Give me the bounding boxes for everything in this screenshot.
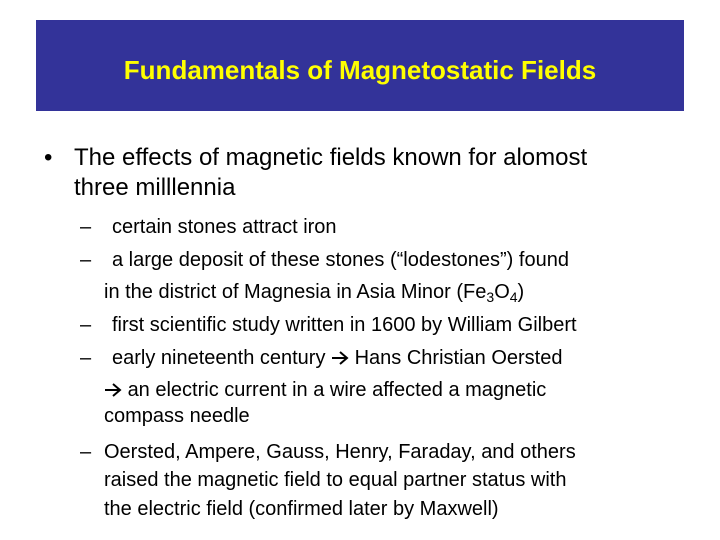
sub-bullet-2-text: in the district of Magnesia in Asia Minor (Fe bbox=[104, 281, 487, 303]
right-arrow-icon bbox=[104, 383, 122, 397]
sub-bullet-4-text-a: early nineteenth century bbox=[112, 347, 326, 369]
main-bullet-symbol: • bbox=[44, 144, 53, 171]
sub-bullet-dash-5: – bbox=[80, 441, 92, 463]
main-bullet-line-2: three milllennia bbox=[74, 174, 236, 201]
sub-bullet-3: first scientific study written in 1600 by William Gilbert bbox=[112, 314, 577, 336]
sub-bullet-4-line-2 bbox=[104, 378, 546, 402]
sub-bullet-dash-1: – bbox=[80, 216, 92, 238]
sub-bullet-dash-2: – bbox=[80, 249, 92, 271]
slide-title: Fundamentals of Magnetostatic Fields bbox=[123, 55, 597, 85]
sub-bullet-4-text-c: an electric current in a wire affected a magnetic bbox=[127, 379, 547, 401]
right-arrow-icon bbox=[331, 351, 349, 365]
oxygen-symbol: O bbox=[494, 281, 510, 303]
closing-paren: ) bbox=[517, 281, 525, 303]
sub-bullet-2-line-1: a large deposit of these stones (“lodestones”) found bbox=[112, 249, 569, 271]
sub-bullet-5-line-3: the electric field (confirmed later by Maxwell) bbox=[104, 498, 499, 520]
sub-bullet-5-line-2: raised the magnetic field to equal partner status with bbox=[104, 469, 567, 491]
sub-bullet-2-line-2 bbox=[104, 280, 524, 304]
subscript-4: 4 bbox=[509, 289, 518, 305]
sub-bullet-4-text-b: Hans Christian Oersted bbox=[354, 347, 563, 369]
sub-bullet-dash-3: – bbox=[80, 314, 92, 336]
sub-bullet-4-line-1 bbox=[112, 346, 562, 370]
sub-bullet-4-line-3: compass needle bbox=[104, 405, 250, 427]
sub-bullet-1: certain stones attract iron bbox=[112, 216, 337, 238]
subscript-3: 3 bbox=[486, 289, 495, 305]
sub-bullet-5-line-1: Oersted, Ampere, Gauss, Henry, Faraday, and others bbox=[104, 441, 576, 463]
main-bullet-line-1: The effects of magnetic fields known for alomost bbox=[74, 144, 588, 171]
sub-bullet-dash-4: – bbox=[80, 347, 92, 369]
